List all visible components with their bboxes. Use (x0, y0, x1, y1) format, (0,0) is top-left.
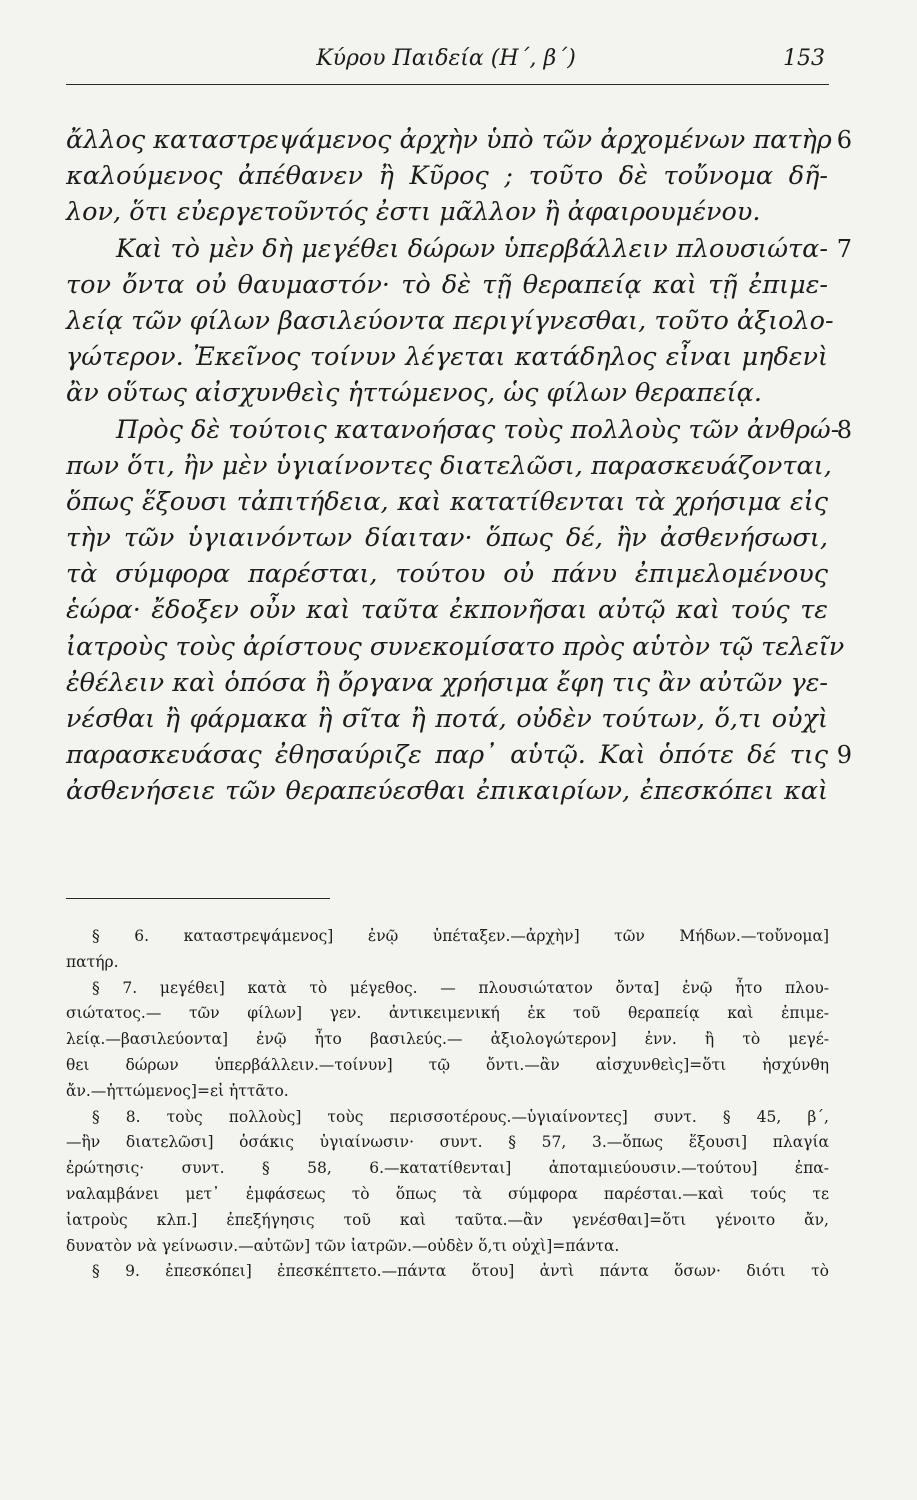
text-line: ἑώρα· ἔδοξεν οὖν καὶ ταῦτα ἐκπονῆσαι αὐτῷ καὶ τούς τε (66, 595, 828, 626)
page-number: 153 (783, 46, 825, 71)
footnote-line: —ἢν διατελῶσι] ὁσάκις ὑγιαίνωσιν· συντ. § 57, 3.—ὅπως ἕξουσι] πλαγία (66, 1133, 829, 1152)
footnote-line: πατήρ. (66, 952, 119, 971)
footnote-line: ἄν.—ἡττώμενος]=εἰ ἡττᾶτο. (66, 1081, 289, 1100)
text-line: τον ὄντα οὐ θαυμαστόν· τὸ δὲ τῇ θεραπείᾳ καὶ τῇ ἐπιμε- (66, 269, 828, 300)
footnote-line: § 9. ἐπεσκόπει] ἐπεσκέπτετο.—πάντα ὅτου] ἀντὶ πάντα ὅσων· διότι τὸ (92, 1262, 829, 1281)
running-title: Κύρου Παιδεία (Η΄, β΄) (316, 46, 576, 71)
text-line: Πρὸς δὲ τούτοις κατανοήσας τοὺς πολλοὺς τῶν ἀνθρώ- 8 (66, 412, 828, 448)
footnotes (66, 924, 829, 1285)
footnote-line: ἐρώτησις· συντ. § 58, 6.—κατατίθενται] ἀποταμιεύουσιν.—τούτου] ἐπα- (66, 1159, 829, 1178)
text-line: ἐθέλειν καὶ ὁπόσα ἢ ὄργανα χρήσιμα ἔφη τις ἂν αὐτῶν γε- (66, 667, 828, 698)
text-line: Καὶ τὸ μὲν δὴ μεγέθει δώρων ὑπερβάλλειν πλουσιώτα- 7 (66, 231, 828, 267)
text-line: παρασκευάσας ἐθησαύριζε παρ᾽ αὑτῷ. Καὶ ὁπότε δέ τις 9 (66, 737, 828, 773)
section-number: 6 (836, 126, 852, 154)
text-line: τὰ σύμφορα παρέσται, τούτου οὐ πάνυ ἐπιμελομένους (66, 559, 828, 590)
text-line: τὴν τῶν ὑγιαινόντων δίαιταν· ὅπως δέ, ἢν ἀσθενήσωσι, (66, 523, 828, 554)
text-line: ἰατροὺς τοὺς ἀρίστους συνεκομίσατο πρὸς αὑτὸν τῷ τελεῖν (66, 631, 845, 662)
section-number: 9 (836, 741, 852, 770)
section-number: 8 (836, 415, 852, 444)
footnote-line: δυνατὸν νὰ γείνωσιν.—αὐτῶν] τῶν ἰατρῶν.—οὐδὲν ὅ,τι οὐχὶ]=πάντα. (66, 1236, 620, 1255)
running-header (66, 44, 829, 85)
section-number: 7 (836, 234, 852, 263)
footnote-line: θει δώρων ὑπερβάλλειν.—τοίνυν] τῷ ὄντι.—ἂν αἰσχυνθεὶς]=ὅτι ἠσχύνθη (66, 1055, 829, 1074)
text-line: γώτερον. Ἐκεῖνος τοίνυν λέγεται κατάδηλος εἶναι μηδενὶ (66, 342, 828, 373)
footnote-line: λείᾳ.—βασιλεύοντα] ἐνῷ ἦτο βασιλεύς.— ἀξιολογώτερον] ἐνν. ἢ τὸ μεγέ- (66, 1030, 829, 1049)
footnote-divider (66, 898, 330, 899)
text-line: καλούμενος ἀπέθανεν ἢ Κῦρος ; τοῦτο δὲ τοὔνομα δῆ- (66, 161, 828, 192)
footnote-line: § 7. μεγέθει] κατὰ τὸ μέγεθος. — πλουσιώτατον ὄντα] ἐνῷ ἦτο πλου- (92, 978, 829, 997)
text-line: λον, ὅτι εὐεργετοῦντός ἐστι μᾶλλον ἢ ἀφαιρουμένου. (66, 197, 761, 228)
text-line: πων ὅτι, ἢν μὲν ὑγιαίνοντες διατελῶσι, παρασκευάζονται, (66, 450, 832, 481)
footnote-line: § 6. καταστρεψάμενος] ἐνῷ ὑπέταξεν.—ἀρχὴν] τῶν Μήδων.—τοὔνομα] (92, 927, 829, 945)
footnote-line: § 8. τοὺς πολλοὺς] τοὺς περισσοτέρους.—ὑγιαίνοντες] συντ. § 45, β΄, (92, 1107, 829, 1126)
text-line: ἂν οὕτως αἰσχυνθεὶς ἡττώμενος, ὡς φίλων θεραπείᾳ. (66, 378, 762, 409)
main-text (66, 122, 852, 810)
text-line: νέσθαι ἢ φάρμακα ἢ σῖτα ἢ ποτά, οὐδὲν τούτων, ὅ,τι οὐχὶ (66, 704, 828, 734)
text-line: ἄλλος καταστρεψάμενος ἀρχὴν ὑπὸ τῶν ἀρχομένων πατὴρ 6 (66, 122, 828, 158)
text-line: ὅπως ἕξουσι τἀπιτήδεια, καὶ κατατίθενται τὰ χρήσιμα εἰς (66, 486, 828, 517)
footnote-line: ἰατροὺς κλπ.] ἐπεξήγησις τοῦ καὶ ταῦτα.—ἂν γενέσθαι]=ὅτι γένοιτο ἄν, (66, 1210, 829, 1229)
footnote-line: ναλαμβάνει μετ᾽ ἐμφάσεως τὸ ὅπως τὰ σύμφορα παρέσται.—καὶ τούς τε (66, 1184, 829, 1203)
text-line: ἀσθενήσειε τῶν θεραπεύεσθαι ἐπικαιρίων, ἐπεσκόπει καὶ (66, 776, 828, 807)
footnote-line: σιώτατος.— τῶν φίλων] γεν. ἀντικειμενική ἐκ τοῦ θεραπείᾳ καὶ ἐπιμε- (66, 1004, 829, 1023)
text-line: λείᾳ τῶν φίλων βασιλεύοντα περιγίγνεσθαι, τοῦτο ἀξιολο- (66, 305, 834, 336)
